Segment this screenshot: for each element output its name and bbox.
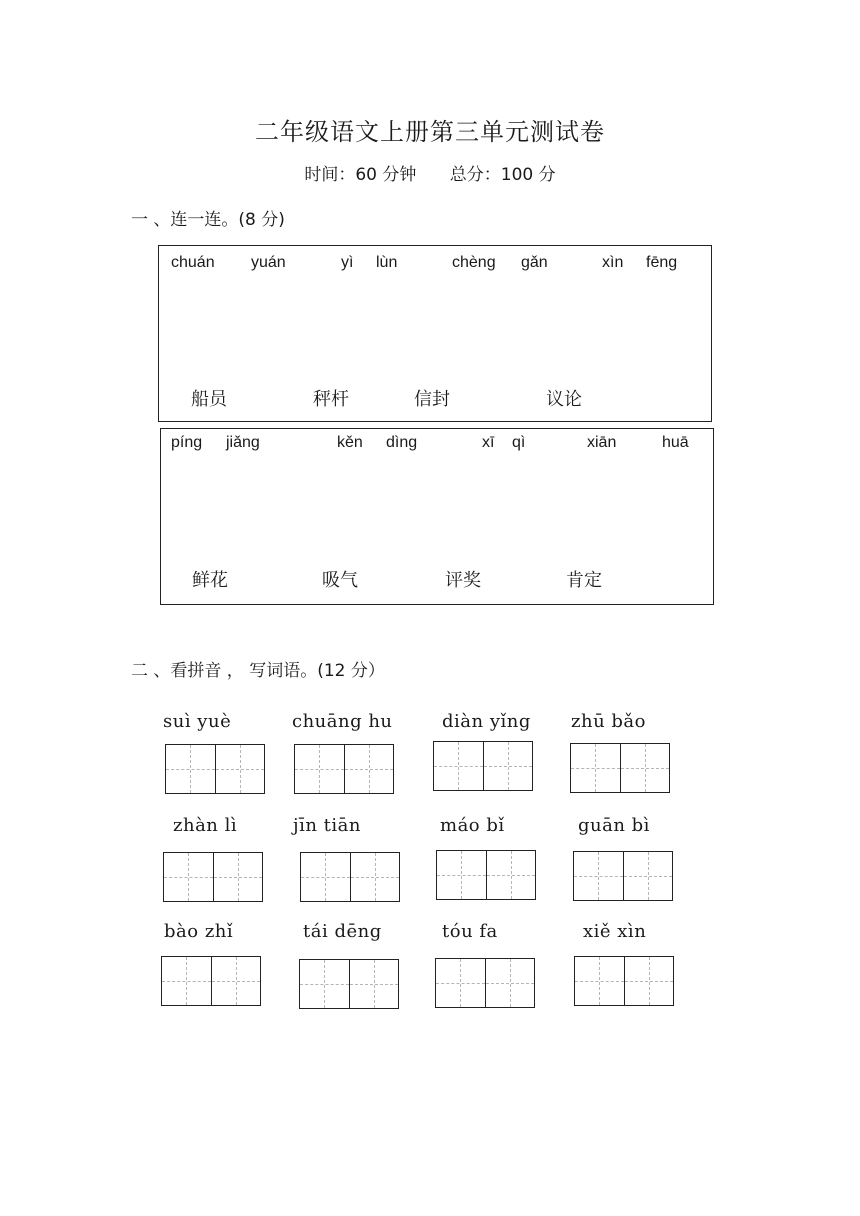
word: 吸气 [322,570,358,591]
pinyin-prompt: xiě xìn [583,921,647,942]
word: 信封 [414,389,450,410]
pinyin-syllable: lùn [376,254,398,271]
pinyin-prompt: diàn yǐng [442,711,531,732]
word: 评奖 [445,570,481,591]
matching-box-2 [160,428,714,605]
section-2-heading: 二 、看拼音 ， 写词语。(12 分） [131,661,385,681]
pinyin-prompt: jīn tiān [293,815,361,836]
pinyin-syllable: yì [341,254,354,271]
word: 鲜花 [192,570,228,591]
writing-grid[interactable] [436,850,536,900]
total-score: 总分：100 分 [449,165,556,185]
writing-grid[interactable] [294,744,394,794]
pinyin-prompt: guān bì [578,815,650,836]
matching-box-1 [158,245,712,422]
pinyin-prompt: tóu fa [442,921,498,942]
pinyin-syllable: gǎn [521,254,548,271]
pinyin-syllable: fēng [646,254,678,271]
pinyin-prompt: suì yuè [163,711,232,732]
pinyin-syllable: chuán [171,254,215,271]
writing-grid[interactable] [435,958,535,1008]
section-1-heading: 一 、连一连。(8 分) [131,210,285,230]
writing-grid[interactable] [299,959,399,1009]
writing-grid[interactable] [300,852,400,902]
writing-grid[interactable] [165,744,265,794]
pinyin-syllable: xiān [587,434,617,451]
pinyin-prompt: máo bǐ [440,815,505,836]
pinyin-prompt: chuāng hu [292,711,393,732]
pinyin-prompt: zhàn lì [173,815,238,836]
pinyin-syllable: kěn [337,434,363,451]
pinyin-syllable: jiǎng [226,434,260,451]
pinyin-syllable: qì [512,434,526,451]
pinyin-syllable: dìng [386,434,418,451]
pinyin-prompt: bào zhǐ [164,921,234,942]
pinyin-syllable: píng [171,434,203,451]
word: 秤杆 [313,389,349,410]
pinyin-prompt: zhū bǎo [571,711,646,732]
writing-grid[interactable] [163,852,263,902]
writing-grid[interactable] [161,956,261,1006]
word: 议论 [546,389,582,410]
page-title: 二年级语文上册第三单元测试卷 [255,118,605,146]
writing-grid[interactable] [574,956,674,1006]
writing-grid[interactable] [433,741,533,791]
pinyin-syllable: huā [662,434,689,451]
pinyin-syllable: yuán [251,254,286,271]
time-limit: 时间：60 分钟 [304,165,417,185]
pinyin-syllable: chèng [452,254,496,271]
pinyin-prompt: tái dēng [303,921,382,942]
writing-grid[interactable] [573,851,673,901]
page-subtitle [0,160,860,185]
writing-grid[interactable] [570,743,670,793]
pinyin-syllable: xī [482,434,495,451]
pinyin-syllable: xìn [602,254,624,271]
word: 船员 [191,389,227,410]
word: 肯定 [566,570,602,591]
